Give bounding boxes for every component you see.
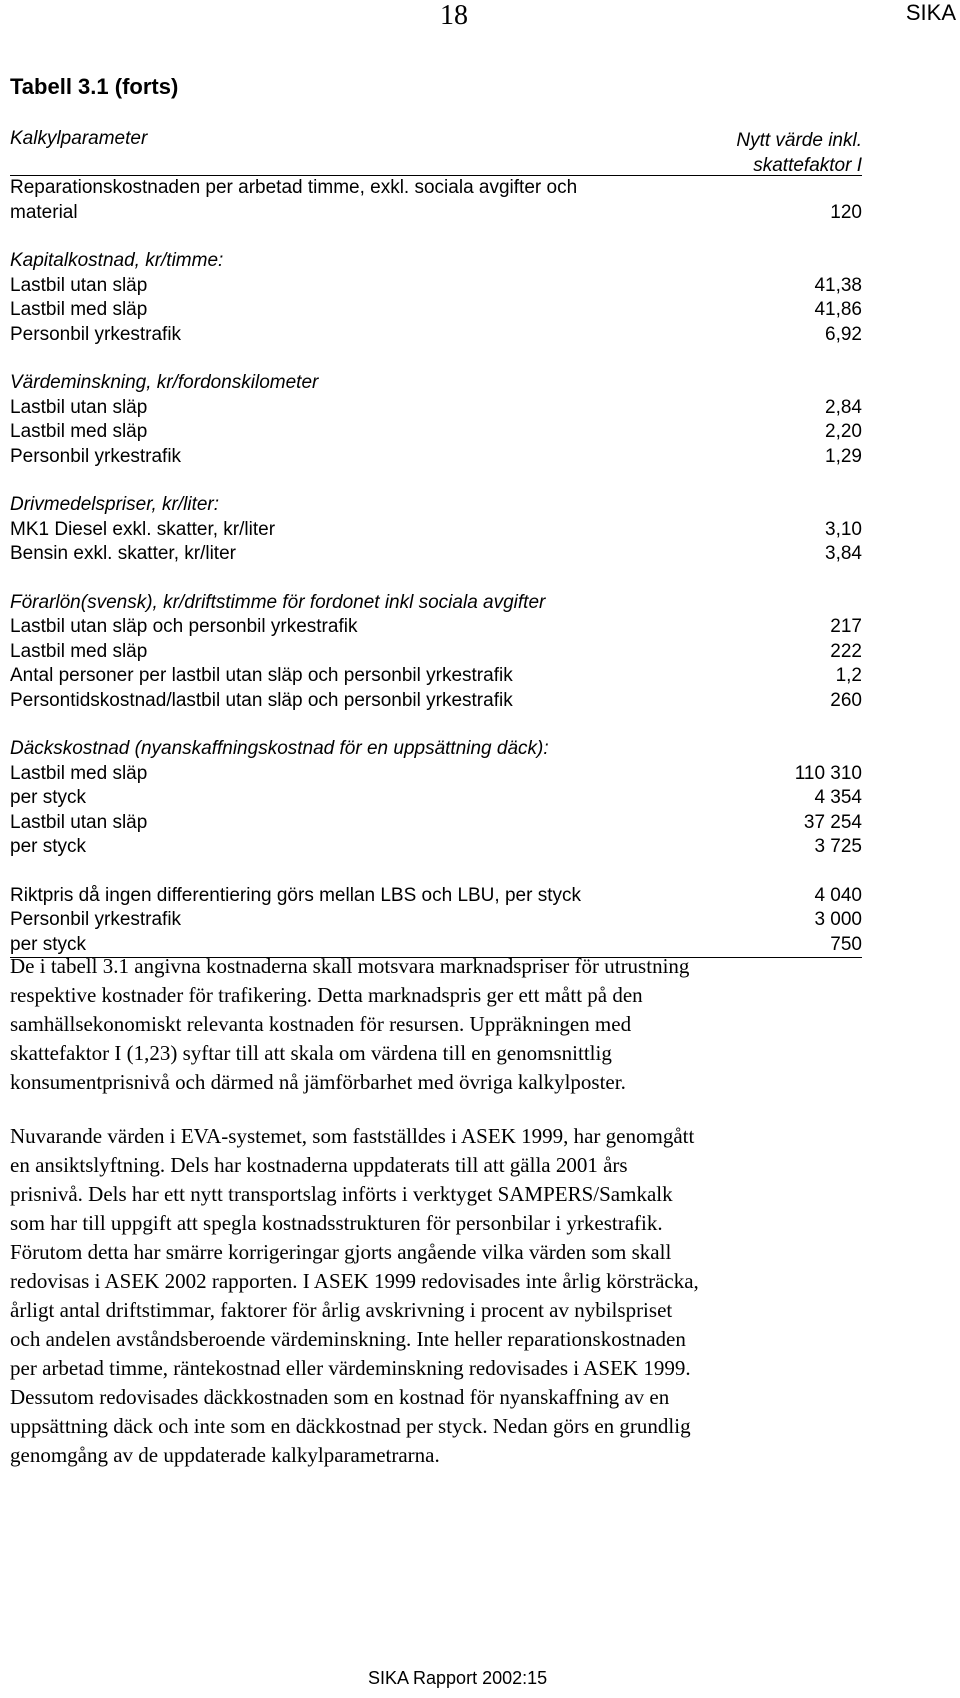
section-depreciation [10, 371, 862, 469]
section-heading: Värdeminskning, kr/fordonskilometer [10, 372, 319, 393]
section-repair [10, 176, 862, 225]
paragraph-line: redovisas i ASEK 2002 rapporten. I ASEK 1999 redovisades inte årlig körsträcka, [10, 1269, 699, 1293]
paragraph-1 [10, 952, 880, 1097]
row-value: 4 040 [814, 884, 862, 906]
row-value: 217 [830, 616, 862, 637]
row-value: 222 [830, 640, 862, 662]
row-label: Riktpris då ingen differentiering görs mellan LBS och LBU, per styck [10, 884, 581, 906]
table-title: Tabell 3.1 (forts) [10, 74, 179, 99]
section-heading: Drivmedelspriser, kr/liter: [10, 494, 220, 515]
column-header-value-line2: skattefaktor I [753, 155, 862, 176]
paragraph-line: Nuvarande värden i EVA-systemet, som fastställdes i ASEK 1999, har genomgått [10, 1124, 695, 1148]
row-label: Lastbil utan släp [10, 274, 148, 296]
row-value: 3,84 [825, 543, 862, 564]
paragraph-line: skattefaktor I (1,23) syftar till att skala om värdena till en genomsnittlig [10, 1041, 612, 1065]
row-label: Personbil yrkestrafik [10, 909, 182, 930]
row-value: 2,20 [825, 421, 862, 442]
row-label: Lastbil utan släp [10, 396, 148, 418]
row-label: Lastbil med släp [10, 640, 148, 662]
paragraph-line: och andelen avståndsberoende värdeminskning. Inte heller reparationskostnaden [10, 1327, 686, 1351]
paragraph-line: Dessutom redovisades däckkostnaden som en kostnad för nyanskaffning av en [10, 1385, 670, 1409]
section-driver-wage [10, 591, 862, 714]
row-value: 120 [830, 201, 862, 223]
column-header-value [736, 128, 862, 178]
row-value: 2,84 [825, 396, 862, 418]
column-header-parameter: Kalkylparameter [10, 128, 148, 149]
row-value: 37 254 [803, 811, 862, 833]
row-label: Reparationskostnaden per arbetad timme, exkl. sociala avgifter och [10, 177, 578, 198]
section-heading: Kapitalkostnad, kr/timme: [10, 250, 224, 271]
paragraph-line: konsumentprisnivå och därmed nå jämförbarhet med övriga kalkylposter. [10, 1070, 626, 1094]
row-value: 41,38 [814, 274, 862, 296]
row-label: per styck [10, 836, 87, 857]
paragraph-line: uppsättning däck och inte som en däckkostnad per styck. Nedan görs en grundlig [10, 1414, 691, 1438]
paragraph-line: Förutom detta har smärre korrigeringar gjorts angående vilka värden som skall [10, 1240, 672, 1264]
paragraph-line: prisnivå. Dels har ett nytt transportslag införts i verktyget SAMPERS/Samkalk [10, 1182, 673, 1206]
row-value: 1,29 [825, 445, 862, 467]
paragraph-line: respektive kostnader för trafikering. Detta marknadspris ger ett mått på den [10, 983, 643, 1007]
row-value: 41,86 [814, 299, 862, 320]
paragraph-2 [10, 1122, 880, 1470]
row-label: Lastbil utan släp [10, 811, 148, 833]
paragraph-line: som har till uppgift att spegla kostnadsstrukturen för personbilar i yrkestrafik. [10, 1211, 663, 1235]
row-label: Persontidskostnad/lastbil utan släp och personbil yrkestrafik [10, 689, 513, 711]
row-value: 3 725 [814, 836, 862, 857]
row-label: Personbil yrkestrafik [10, 445, 182, 467]
row-label: per styck [10, 933, 87, 955]
paragraph-line: årligt antal driftstimmar, faktorer för årlig avskrivning i procent av nybilspriset [10, 1298, 673, 1322]
section-guide-price [10, 884, 862, 958]
parameter-table [10, 128, 862, 958]
paragraph-line: samhällsekonomiskt relevanta kostnaden för resursen. Uppräkningen med [10, 1012, 632, 1036]
row-value: 110 310 [794, 762, 862, 784]
paragraph-line: De i tabell 3.1 angivna kostnaderna skall motsvara marknadspriser för utrustning [10, 954, 690, 978]
header-brand: SIKA [905, 0, 956, 25]
row-label: Lastbil med släp [10, 299, 148, 320]
column-header-value-line1: Nytt värde inkl. [736, 130, 862, 151]
row-value: 260 [830, 689, 862, 711]
table-header [10, 128, 862, 176]
row-value: 3 000 [814, 909, 862, 930]
row-value: 4 354 [814, 787, 862, 808]
section-fuel [10, 493, 862, 567]
section-heading: Förarlön(svensk), kr/driftstimme för fordonet inkl sociala avgifter [10, 591, 546, 613]
row-value: 6,92 [825, 323, 862, 345]
row-label: Antal personer per lastbil utan släp och personbil yrkestrafik [10, 665, 513, 686]
row-value: 750 [830, 933, 862, 955]
row-label: Bensin exkl. skatter, kr/liter [10, 543, 236, 564]
row-value: 1,2 [835, 665, 862, 686]
row-value: 3,10 [825, 518, 862, 540]
row-label: material [10, 201, 78, 223]
paragraph-line: genomgång av de uppdaterade kalkylparametrarna. [10, 1443, 440, 1467]
row-label: Lastbil med släp [10, 762, 148, 784]
footer-report-id: SIKA Rapport 2002:15 [368, 1668, 548, 1688]
section-capital [10, 249, 862, 347]
row-label: per styck [10, 787, 87, 808]
section-heading: Däckskostnad (nyanskaffningskostnad för en uppsättning däck): [10, 738, 549, 759]
row-label: MK1 Diesel exkl. skatter, kr/liter [10, 518, 276, 540]
row-label: Lastbil utan släp och personbil yrkestrafik [10, 616, 358, 637]
row-label: Personbil yrkestrafik [10, 323, 182, 345]
paragraph-line: en ansiktslyftning. Dels har kostnaderna uppdaterats till att gälla 2001 års [10, 1153, 628, 1177]
section-tyre-cost [10, 737, 862, 860]
page-number: 18 [440, 0, 468, 31]
paragraph-line: per arbetad timme, räntekostnad eller värdeminskning redovisades i ASEK 1999. [10, 1356, 691, 1380]
row-label: Lastbil med släp [10, 421, 148, 442]
